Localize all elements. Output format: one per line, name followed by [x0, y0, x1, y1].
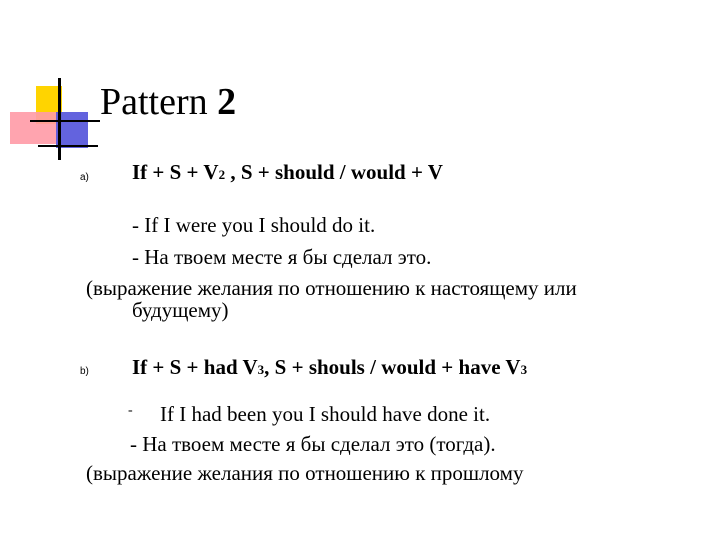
vertical-line-shape	[58, 78, 61, 160]
example-line: - На твоем месте я бы сделал это.	[132, 245, 432, 269]
formula-a	[132, 160, 443, 185]
slide-title	[100, 80, 236, 124]
example-line: (выражение желания по отношению к прошлому	[86, 461, 524, 485]
formula-b-part-1: If + S + had V	[132, 355, 258, 379]
red-square-shape	[10, 112, 58, 144]
formula-b-part-2: , S + shouls / would + have V	[264, 355, 521, 379]
example-line: If I had been you I should have done it.	[160, 402, 491, 426]
formula-b	[132, 355, 527, 380]
horizontal-line-shape	[38, 145, 98, 147]
title-text: Pattern	[100, 81, 208, 123]
bullet-a: a)	[80, 172, 89, 183]
formula-a-part-2: , S + should / would + V	[225, 160, 443, 184]
horizontal-line-shape	[30, 120, 100, 122]
formula-a-subscript: 2	[218, 167, 226, 182]
example-line: (выражение желания по отношению к настоящему или	[86, 276, 577, 300]
title-number: 2	[217, 81, 237, 123]
dash-marker: -	[128, 403, 133, 418]
formula-b-subscript-1: 3	[257, 362, 265, 377]
example-line: - If I were you I should do it.	[132, 213, 376, 237]
example-line: будущему)	[132, 298, 229, 322]
formula-b-subscript-2: 3	[520, 362, 528, 377]
formula-a-part-1: If + S + V	[132, 160, 219, 184]
bullet-b: b)	[80, 366, 89, 377]
example-line: - На твоем месте я бы сделал это (тогда).	[130, 432, 496, 456]
